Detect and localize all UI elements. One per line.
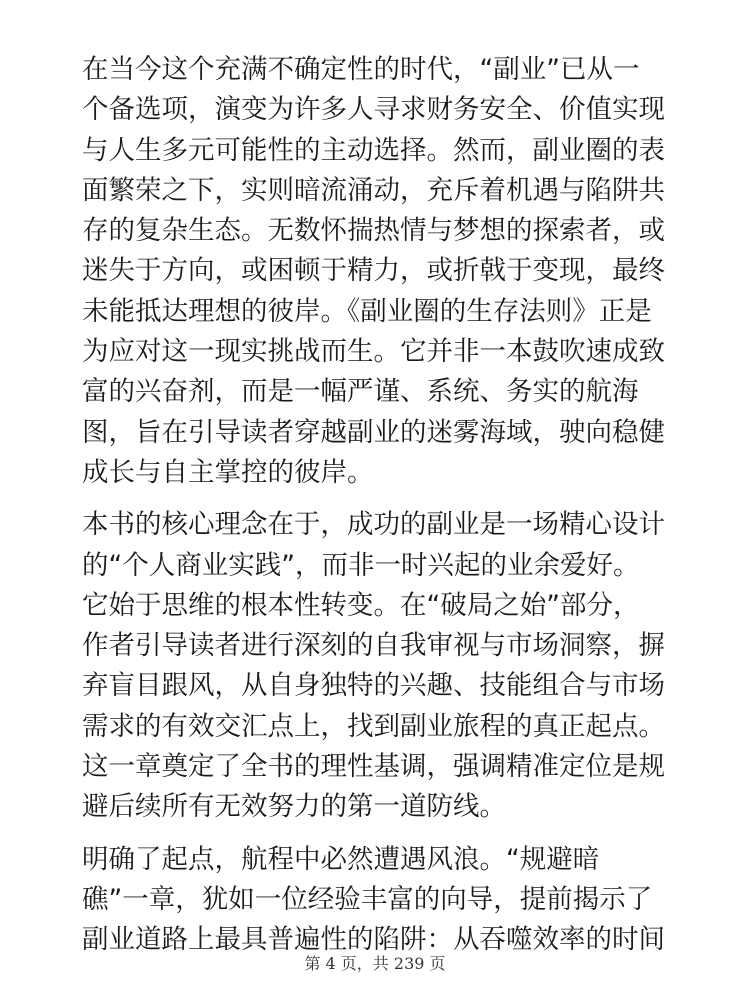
- text-line: 明确了起点，航程中必然遭遇风浪。“规避暗: [82, 843, 600, 875]
- text-line: 本书的核心理念在于，成功的副业是一场精心设计: [82, 509, 665, 541]
- text-line: 迷失于方向，或困顿于精力，或折戟于变现，最终: [82, 255, 665, 287]
- text-line: 成长与自主掌控的彼岸。: [82, 456, 374, 488]
- text-line: 的“个人商业实践”，而非一时兴起的业余爱好。: [82, 549, 640, 581]
- paragraph-1: [82, 50, 672, 493]
- paragraph-3: [82, 840, 672, 961]
- text-line: 弃盲目跟风，从自身独特的兴趣、技能组合与市场: [82, 670, 665, 702]
- text-line: 礁”一章，犹如一位经验丰富的向导，提前揭示了: [82, 883, 653, 915]
- text-line: 在当今这个充满不确定性的时代，“副业”已从一: [82, 54, 640, 85]
- text-line: 避后续所有无效努力的第一道防线。: [82, 791, 506, 823]
- text-line: 富的兴奋剂，而是一幅严谨、系统、务实的航海: [82, 376, 639, 408]
- text-line: 与人生多元可能性的主动选择。然而，副业圈的表: [82, 134, 665, 166]
- text-line: 图，旨在引导读者穿越副业的迷雾海域，驶向稳健: [82, 416, 665, 448]
- paragraph-2: [82, 505, 672, 827]
- page-number: 第 4 页，共 239 页: [304, 954, 446, 973]
- text-line: 这一章奠定了全书的理性基调，强调精准定位是规: [82, 751, 665, 783]
- text-line: 面繁荣之下，实则暗流涌动，充斥着机遇与陷阱共: [82, 174, 665, 206]
- text-line: 作者引导读者进行深刻的自我审视与市场洞察，摒: [82, 630, 665, 662]
- text-line: 未能抵达理想的彼岸。《副业圈的生存法则》正是: [82, 295, 652, 327]
- text-line: 副业道路上最具普遍性的陷阱：从吞噬效率的时间: [82, 924, 665, 956]
- text-line: 它始于思维的根本性转变。在“破局之始”部分，: [82, 589, 640, 621]
- body-text: [82, 50, 672, 973]
- text-line: 个备选项，演变为许多人寻求财务安全、价值实现: [82, 94, 665, 126]
- text-line: 存的复杂生态。无数怀揣热情与梦想的探索者，或: [82, 215, 665, 247]
- text-line: 为应对这一现实挑战而生。它并非一本鼓吹速成致: [82, 336, 665, 368]
- text-line: 需求的有效交汇点上，找到副业旅程的真正起点。: [82, 710, 665, 742]
